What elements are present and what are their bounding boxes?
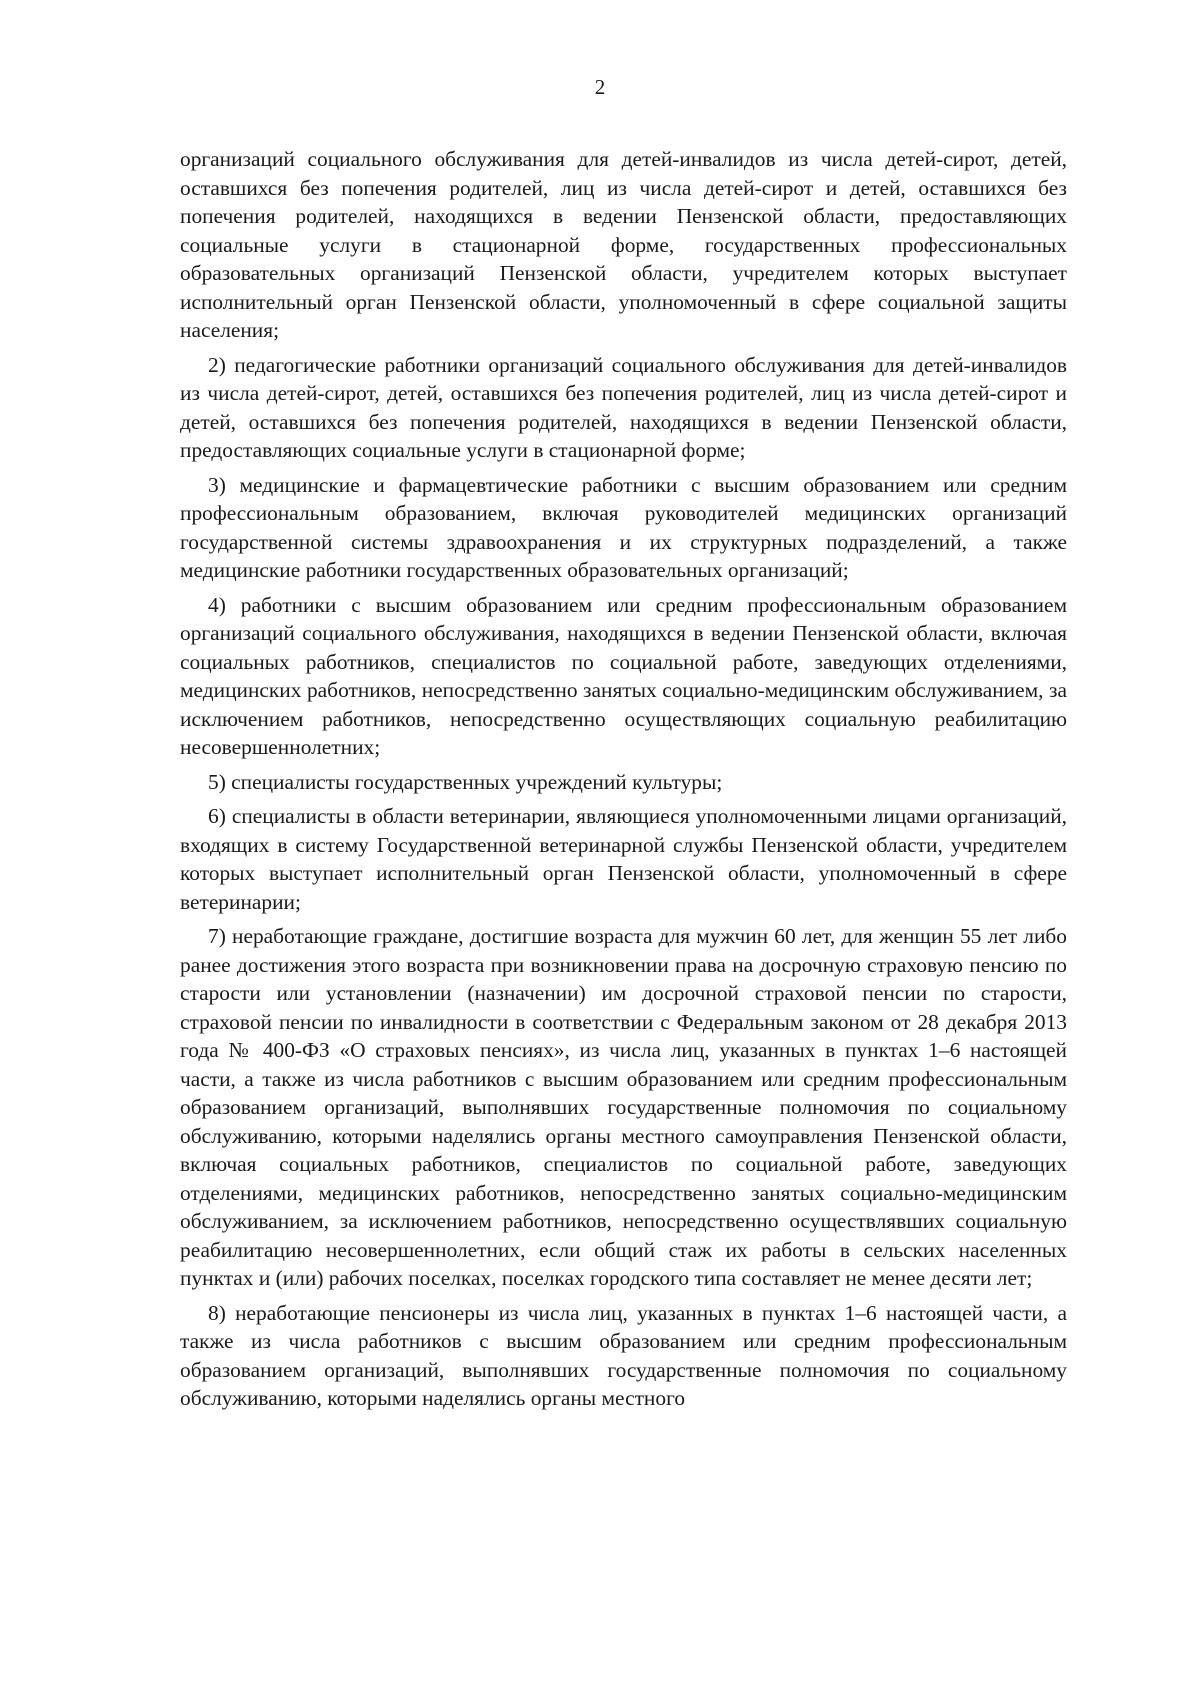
- paragraph-item-7: 7) неработающие граждане, достигшие возраста для мужчин 60 лет, для женщин 55 лет либо ранее достижения этого возраста при возникновении права на досрочную страховую пенсию по старости или установлении (назначении) им досрочной страховой пенсии по старости, страховой пенсии по инвалидности в соответствии с Федеральным законом от 28 декабря 2013 года № 400-ФЗ «О страховых пенсиях», из числа лиц, указанных в пунктах 1–6 настоящей части, а также из числа работников с высшим образованием или средним профессиональным образованием организаций, выполнявших государственные полномочия по социальному обслуживанию, которыми наделялись органы местного самоуправления Пензенской области, включая социальных работников, специалистов по социальной работе, заведующих отделениями, медицинских работников, непосредственно занятых социально-медицинским обслуживанием, за исключением работников, непосредственно осуществлявших социальную реабилитацию несовершеннолетних, если общий стаж их работы в сельских населенных пунктах и (или) рабочих поселках, поселках городского типа составляет не менее десяти лет;: [180, 924, 1067, 1290]
- paragraph-item-2: 2) педагогические работники организаций социального обслуживания для детей-инвалидов из числа детей-сирот, детей, оставшихся без попечения родителей, лиц из числа детей-сирот и детей, оставшихся без попечения родителей, находящихся в ведении Пензенской области, предоставляющих социальные услуги в стационарной форме;: [180, 352, 1067, 462]
- document-body: [180, 145, 1067, 1419]
- paragraph-item-8: 8) неработающие пенсионеры из числа лиц, указанных в пунктах 1–6 настоящей части, а также из числа работников с высшим образованием или средним профессиональным образованием организаций, выполнявших государственные полномочия по социальному обслуживанию, которыми наделялись органы местного: [180, 1300, 1067, 1410]
- paragraph-item-5: 5) специалисты государственных учреждений культуры;: [208, 769, 723, 794]
- page-number: 2: [594, 75, 606, 99]
- paragraph-item-4: 4) работники с высшим образованием или средним профессиональным образованием организаций социального обслуживания, находящихся в ведении Пензенской области, включая социальных работников, специалистов по социальной работе, заведующих отделениями, медицинских работников, непосредственно занятых социально-медицинским обслуживанием, за исключением работников, непосредственно осуществляющих социальную реабилитацию несовершеннолетних;: [180, 592, 1067, 759]
- paragraph-continued: организаций социального обслуживания для детей-инвалидов из числа детей-сирот, детей, оставшихся без попечения родителей, лиц из числа детей-сирот и детей, оставшихся без попечения родителей, находящихся в ведении Пензенской области, предоставляющих социальные услуги в стационарной форме, государственных профессиональных образовательных организаций Пензенской области, учредителем которых выступает исполнительный орган Пензенской области, уполномоченный в сфере социальной защиты населения;: [180, 147, 1067, 342]
- paragraph-item-3: 3) медицинские и фармацевтические работники с высшим образованием или средним профессиональным образованием, включая руководителей медицинских организаций государственной системы здравоохранения и их структурных подразделений, а также медицинские работники государственных образовательных организаций;: [180, 472, 1067, 582]
- paragraph-item-6: 6) специалисты в области ветеринарии, являющиеся уполномоченными лицами организаций, входящих в систему Государственной ветеринарной службы Пензенской области, учредителем которых выступает исполнительный орган Пензенской области, уполномоченный в сфере ветеринарии;: [180, 804, 1067, 914]
